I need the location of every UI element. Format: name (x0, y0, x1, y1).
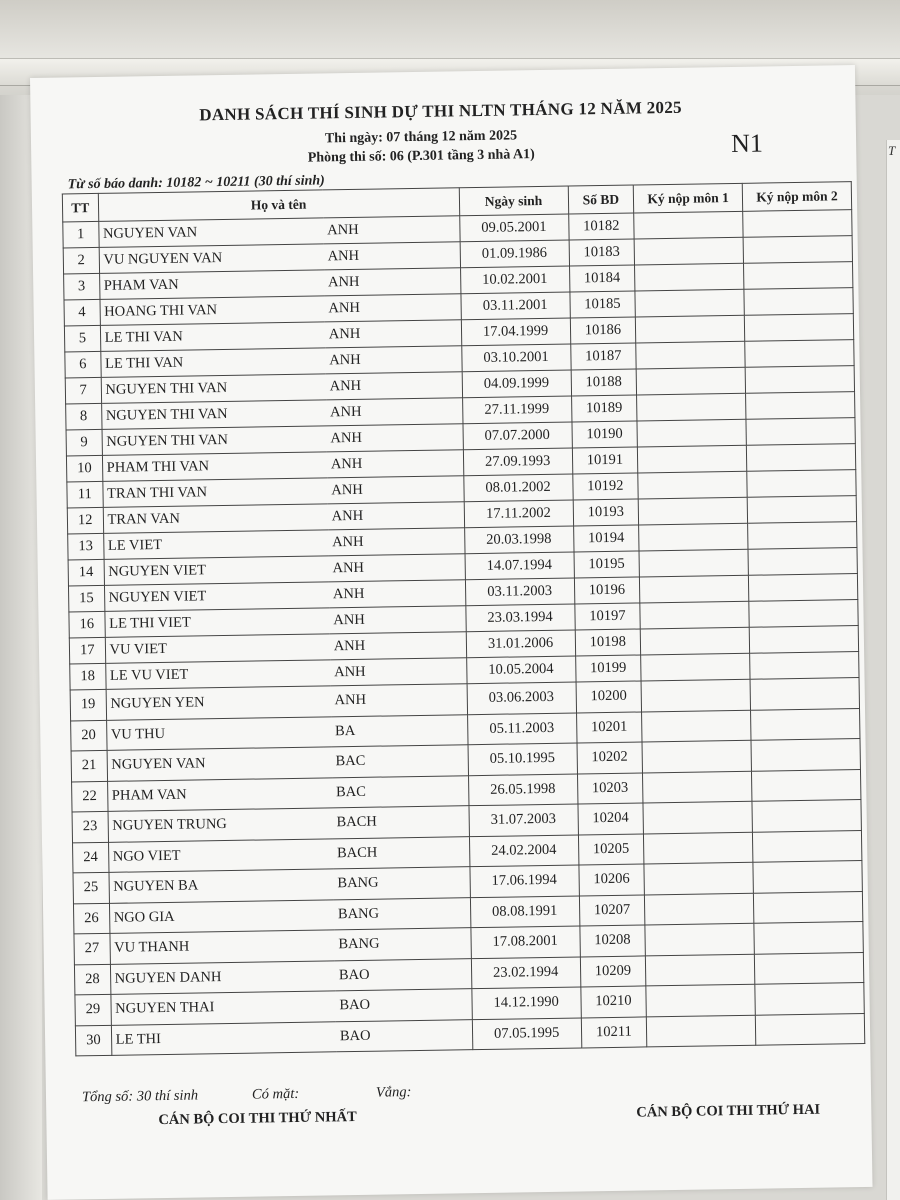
sign-cell-subject-2 (749, 626, 858, 654)
row-number: 17 (69, 637, 105, 664)
candidate-last-middle-name: NGUYEN TRUNG (108, 808, 333, 842)
candidate-last-middle-name: NGO GIA (109, 899, 334, 933)
candidate-given-name: ANH (324, 268, 461, 296)
sign-cell-subject-2 (753, 830, 862, 862)
adjacent-sheet-letter: T (888, 143, 896, 158)
row-number: 23 (72, 811, 108, 842)
row-number: 25 (73, 872, 109, 903)
candidate-number: 10188 (571, 369, 637, 396)
candidate-date-of-birth: 26.05.1998 (468, 773, 577, 805)
row-number: 13 (68, 533, 104, 560)
sign-cell-subject-1 (636, 315, 745, 343)
candidate-given-name: ANH (330, 632, 467, 660)
candidate-given-name: ANH (326, 424, 463, 452)
candidate-date-of-birth: 20.03.1998 (464, 526, 573, 554)
candidate-given-name: ANH (329, 580, 466, 608)
candidate-date-of-birth: 17.11.2002 (464, 500, 573, 528)
candidate-given-name: BAO (335, 958, 472, 991)
candidate-given-name: ANH (327, 476, 464, 504)
sign-cell-subject-2 (748, 522, 857, 550)
sign-cell-subject-1 (641, 679, 750, 711)
sign-cell-subject-2 (749, 574, 858, 602)
candidate-given-name: ANH (325, 320, 462, 348)
candidate-last-middle-name: NGUYEN YEN (106, 686, 331, 720)
candidate-date-of-birth: 04.09.1999 (462, 370, 571, 398)
candidate-given-name: ANH (325, 346, 462, 374)
row-number: 22 (72, 781, 108, 812)
candidate-last-middle-name: NGUYEN THI VAN (101, 400, 326, 430)
candidate-date-of-birth: 17.06.1994 (470, 865, 579, 897)
candidate-given-name: ANH (323, 242, 460, 270)
sign-cell-subject-1 (639, 523, 748, 551)
adjacent-sheet-right (886, 140, 900, 1200)
candidate-number: 10193 (573, 499, 639, 526)
row-number: 1 (63, 221, 99, 248)
sign-cell-subject-2 (746, 392, 855, 420)
candidate-given-name: BAC (331, 745, 468, 778)
candidate-date-of-birth: 03.11.2003 (465, 578, 574, 606)
candidate-last-middle-name: VU THU (106, 716, 331, 750)
candidate-number: 10195 (574, 551, 640, 578)
sign-cell-subject-2 (755, 1013, 864, 1045)
row-number: 8 (66, 403, 102, 430)
sign-cell-subject-1 (636, 341, 745, 369)
candidate-number: 10208 (579, 925, 645, 957)
sign-cell-subject-2 (750, 652, 859, 680)
candidate-given-name: ANH (328, 528, 465, 556)
row-number: 27 (74, 933, 110, 964)
candidate-last-middle-name: LE THI VIET (104, 608, 329, 638)
candidate-date-of-birth: 10.05.2004 (466, 656, 575, 684)
candidate-given-name: ANH (325, 372, 462, 400)
candidate-given-name: ANH (326, 398, 463, 426)
candidate-given-name: ANH (328, 554, 465, 582)
candidate-date-of-birth: 27.11.1999 (462, 396, 571, 424)
sign-cell-subject-1 (645, 923, 754, 955)
row-number: 14 (68, 559, 104, 586)
candidate-last-middle-name: LE VIET (103, 530, 328, 560)
candidate-given-name: ANH (324, 294, 461, 322)
row-number: 11 (67, 481, 103, 508)
row-number: 24 (73, 842, 109, 873)
candidate-given-name: ANH (330, 658, 467, 686)
candidate-last-middle-name: PHAM VAN (99, 270, 324, 300)
sign-cell-subject-1 (643, 771, 752, 803)
row-number: 16 (69, 611, 105, 638)
candidate-given-name: BACH (333, 836, 470, 869)
candidate-given-name: ANH (327, 450, 464, 478)
total-candidates: Tổng số: 30 thí sinh (81, 1087, 199, 1106)
candidate-last-middle-name: NGUYEN VIET (104, 582, 329, 612)
candidate-date-of-birth: 17.08.2001 (471, 926, 580, 958)
candidate-last-middle-name: NGUYEN THAI (110, 991, 335, 1025)
candidate-date-of-birth: 01.09.1986 (460, 240, 569, 268)
candidate-number: 10201 (576, 711, 642, 743)
sign-cell-subject-2 (746, 444, 855, 472)
candidate-last-middle-name: LE THI (111, 1021, 336, 1055)
candidate-number: 10184 (569, 265, 635, 292)
candidate-date-of-birth: 14.07.1994 (465, 552, 574, 580)
candidate-number: 10211 (581, 1016, 647, 1048)
sign-cell-subject-1 (637, 393, 746, 421)
sign-cell-subject-2 (744, 262, 853, 290)
candidate-date-of-birth: 05.10.1995 (468, 743, 577, 775)
candidate-last-middle-name: NGUYEN THI VAN (101, 374, 326, 404)
candidate-date-of-birth: 07.07.2000 (463, 422, 572, 450)
sign-cell-subject-1 (638, 445, 747, 473)
row-number: 12 (67, 507, 103, 534)
sign-cell-subject-2 (752, 769, 861, 801)
candidate-number: 10182 (568, 213, 634, 240)
row-number: 10 (66, 455, 102, 482)
first-proctor-signature-label: CÁN BỘ COI THI THỨ NHẤT (158, 1108, 357, 1129)
sign-cell-subject-2 (753, 861, 862, 893)
candidate-last-middle-name: PHAM THI VAN (102, 452, 327, 482)
row-number: 5 (64, 325, 100, 352)
candidate-given-name: BANG (333, 867, 470, 900)
candidate-number: 10183 (569, 239, 635, 266)
sign-cell-subject-1 (634, 211, 743, 239)
sign-cell-subject-1 (647, 1015, 756, 1047)
candidate-number: 10207 (579, 894, 645, 926)
document-title: DANH SÁCH THÍ SINH DỰ THI NLTN THÁNG 12 NĂM 2025 (199, 97, 682, 125)
candidate-number: 10197 (574, 603, 640, 630)
candidate-last-middle-name: LE THI VAN (100, 348, 325, 378)
sign-cell-subject-2 (743, 210, 852, 238)
candidate-given-name: BAC (332, 775, 469, 808)
header-tt: TT (62, 193, 98, 222)
second-proctor-signature-label: CÁN BỘ COI THI THỨ HAI (636, 1101, 821, 1121)
candidate-date-of-birth: 24.02.2004 (469, 834, 578, 866)
candidate-table (62, 181, 865, 1056)
candidate-last-middle-name: NGUYEN VIET (104, 556, 329, 586)
sign-cell-subject-1 (644, 862, 753, 894)
exam-roster-sheet (30, 65, 873, 1200)
header-sign-subject-1: Ký nộp môn 1 (634, 183, 743, 213)
row-number: 30 (75, 1025, 111, 1056)
row-number: 20 (71, 720, 107, 751)
sign-cell-subject-1 (640, 575, 749, 603)
candidate-number: 10194 (573, 525, 639, 552)
sign-cell-subject-2 (755, 983, 864, 1015)
sign-cell-subject-1 (640, 627, 749, 655)
candidate-number: 10205 (578, 833, 644, 865)
candidate-number: 10186 (570, 317, 636, 344)
sign-cell-subject-1 (637, 419, 746, 447)
candidate-last-middle-name: NGO VIET (108, 838, 333, 872)
candidate-date-of-birth: 09.05.2001 (459, 214, 568, 242)
header-full-name: Họ và tên (98, 188, 459, 222)
candidate-date-of-birth: 08.08.1991 (470, 895, 579, 927)
candidate-date-of-birth: 27.09.1993 (463, 448, 572, 476)
header-candidate-number: Số BD (568, 185, 634, 214)
candidate-date-of-birth: 05.11.2003 (467, 713, 576, 745)
row-number: 15 (68, 585, 104, 612)
row-number: 9 (66, 429, 102, 456)
row-number: 4 (64, 299, 100, 326)
candidate-given-name: ANH (329, 606, 466, 634)
sign-cell-subject-1 (638, 497, 747, 525)
candidate-last-middle-name: TRAN THI VAN (102, 478, 327, 508)
candidate-number: 10187 (570, 343, 636, 370)
sign-cell-subject-1 (646, 954, 755, 986)
candidate-given-name: ANH (330, 684, 467, 717)
candidate-number: 10196 (574, 577, 640, 604)
header-sign-subject-2: Ký nộp môn 2 (742, 182, 851, 212)
candidate-last-middle-name: LE VU VIET (105, 660, 330, 690)
candidate-number: 10189 (571, 395, 637, 422)
candidate-number: 10202 (577, 742, 643, 774)
candidate-date-of-birth: 07.05.1995 (472, 1017, 581, 1049)
candidate-given-name: ANH (328, 502, 465, 530)
sign-cell-subject-1 (634, 237, 743, 265)
sign-cell-subject-2 (751, 739, 860, 771)
candidate-date-of-birth: 31.01.2006 (466, 630, 575, 658)
sign-cell-subject-2 (748, 548, 857, 576)
candidate-number: 10203 (577, 772, 643, 804)
row-number: 29 (75, 994, 111, 1025)
sign-cell-subject-2 (752, 800, 861, 832)
sign-cell-subject-2 (745, 340, 854, 368)
sign-cell-subject-1 (642, 710, 751, 742)
header-date-of-birth: Ngày sinh (459, 186, 568, 216)
candidate-given-name: BAO (336, 1019, 473, 1052)
candidate-number: 10198 (575, 629, 641, 656)
candidate-last-middle-name: VU NGUYEN VAN (99, 244, 324, 274)
candidate-number: 10191 (572, 447, 638, 474)
row-number: 7 (65, 377, 101, 404)
group-code: N1 (730, 128, 764, 158)
row-number: 26 (73, 903, 109, 934)
sign-cell-subject-1 (642, 740, 751, 772)
candidate-date-of-birth: 10.02.2001 (460, 266, 569, 294)
sign-cell-subject-2 (746, 418, 855, 446)
candidate-given-name: ANH (323, 216, 460, 244)
candidate-number: 10199 (575, 655, 641, 682)
candidate-number: 10192 (572, 473, 638, 500)
sign-cell-subject-2 (749, 600, 858, 628)
candidate-given-name: BANG (334, 928, 471, 961)
sign-cell-subject-2 (745, 366, 854, 394)
sign-cell-subject-2 (744, 314, 853, 342)
candidate-number: 10206 (578, 864, 644, 896)
candidate-date-of-birth: 23.03.1994 (465, 604, 574, 632)
candidate-last-middle-name: PHAM VAN (107, 777, 332, 811)
sign-cell-subject-2 (750, 678, 859, 710)
sign-cell-subject-1 (646, 984, 755, 1016)
sign-cell-subject-1 (641, 653, 750, 681)
exam-room: Phòng thi số: 06 (P.301 tầng 3 nhà A1) (307, 147, 535, 166)
candidate-last-middle-name: LE THI VAN (100, 322, 325, 352)
candidate-last-middle-name: NGUYEN DANH (110, 960, 335, 994)
sign-cell-subject-1 (640, 601, 749, 629)
candidate-number-range: Từ số báo danh: 10182 ~ 10211 (30 thí sinh) (67, 173, 325, 193)
sign-cell-subject-1 (638, 471, 747, 499)
row-number: 3 (64, 273, 100, 300)
sign-cell-subject-1 (644, 832, 753, 864)
candidate-date-of-birth: 31.07.2003 (469, 804, 578, 836)
candidate-last-middle-name: TRAN VAN (103, 504, 328, 534)
candidate-date-of-birth: 08.01.2002 (463, 474, 572, 502)
sign-cell-subject-2 (754, 952, 863, 984)
candidate-last-middle-name: HOANG THI VAN (100, 296, 325, 326)
row-number: 6 (65, 351, 101, 378)
candidate-date-of-birth: 03.06.2003 (467, 682, 576, 714)
sign-cell-subject-1 (639, 549, 748, 577)
candidate-date-of-birth: 03.10.2001 (461, 344, 570, 372)
exam-date: Thi ngày: 07 tháng 12 năm 2025 (324, 128, 518, 147)
candidate-last-middle-name: NGUYEN THI VAN (102, 426, 327, 456)
candidate-last-middle-name: NGUYEN VAN (107, 747, 332, 781)
candidate-given-name: BA (331, 714, 468, 747)
sign-cell-subject-2 (744, 288, 853, 316)
candidate-number: 10200 (576, 681, 642, 713)
sign-cell-subject-1 (645, 893, 754, 925)
sign-cell-subject-1 (643, 801, 752, 833)
row-number: 21 (71, 750, 107, 781)
row-number: 28 (74, 964, 110, 995)
sign-cell-subject-2 (753, 891, 862, 923)
sign-cell-subject-2 (751, 708, 860, 740)
sign-cell-subject-1 (635, 263, 744, 291)
sign-cell-subject-2 (747, 470, 856, 498)
candidate-given-name: BANG (334, 897, 471, 930)
candidate-number: 10190 (571, 421, 637, 448)
sign-cell-subject-1 (635, 289, 744, 317)
candidate-given-name: BAO (335, 989, 472, 1022)
sign-cell-subject-2 (754, 922, 863, 954)
table-body (63, 210, 865, 1056)
candidate-last-middle-name: NGUYEN BA (109, 869, 334, 903)
candidate-date-of-birth: 17.04.1999 (461, 318, 570, 346)
row-number: 2 (63, 247, 99, 274)
row-number: 19 (70, 689, 106, 720)
candidate-number: 10185 (569, 291, 635, 318)
sign-cell-subject-1 (636, 367, 745, 395)
candidate-last-middle-name: NGUYEN VAN (98, 218, 323, 248)
candidate-number: 10210 (580, 986, 646, 1018)
sign-cell-subject-2 (747, 496, 856, 524)
candidate-date-of-birth: 03.11.2001 (461, 292, 570, 320)
candidate-number: 10204 (577, 803, 643, 835)
candidate-last-middle-name: VU THANH (110, 930, 335, 964)
present-count-label: Có mặt: (251, 1085, 300, 1103)
candidate-date-of-birth: 14.12.1990 (471, 987, 580, 1019)
candidate-number: 10209 (580, 955, 646, 987)
absent-count-label: Vắng: (375, 1084, 412, 1101)
candidate-date-of-birth: 23.02.1994 (471, 956, 580, 988)
row-number: 18 (70, 663, 106, 690)
candidate-given-name: BACH (332, 806, 469, 839)
sign-cell-subject-2 (743, 236, 852, 264)
candidate-last-middle-name: VU VIET (105, 634, 330, 664)
